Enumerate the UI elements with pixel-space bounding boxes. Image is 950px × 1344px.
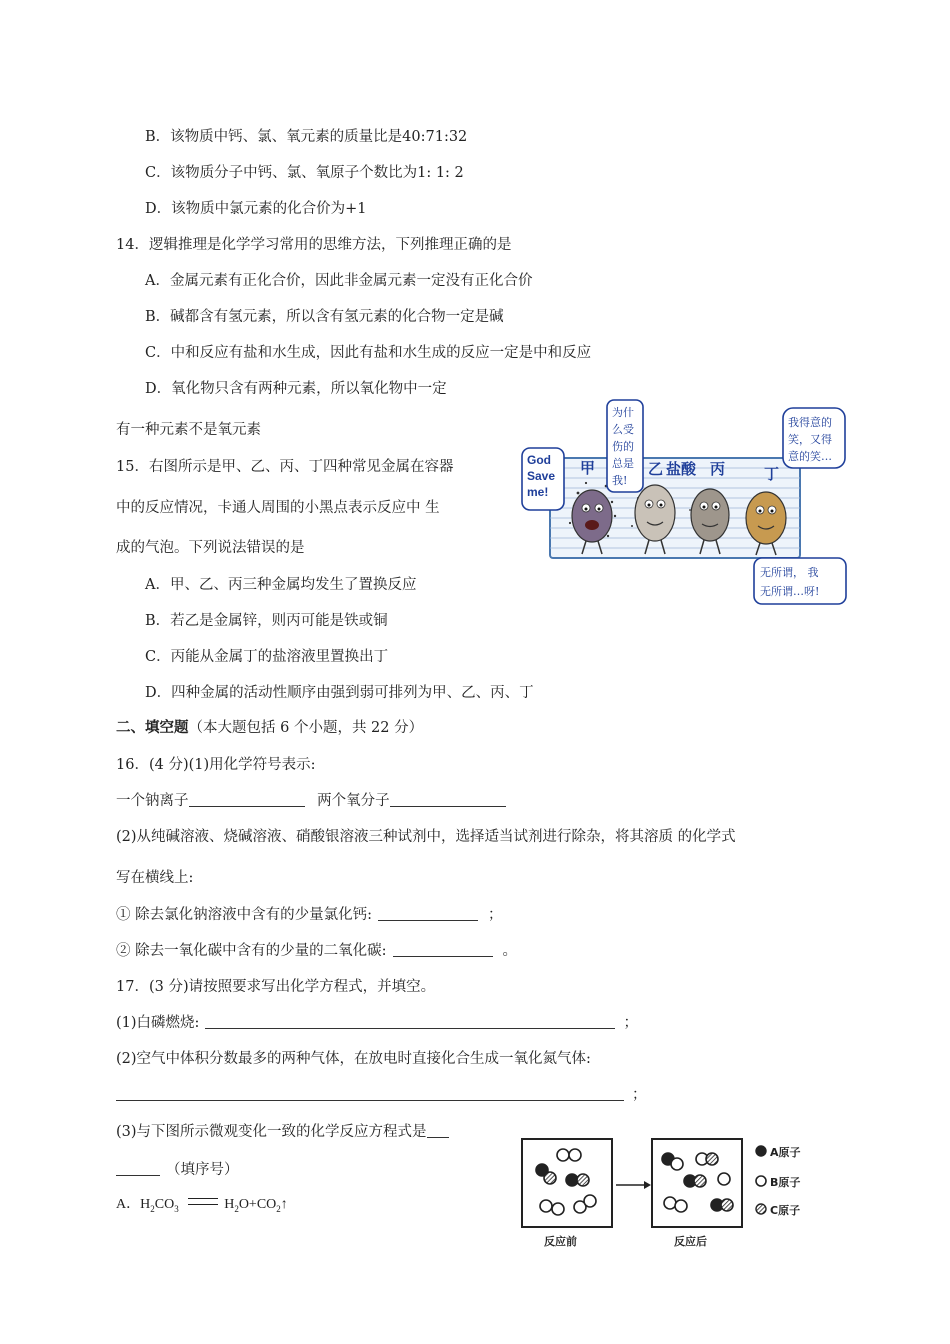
q16-item-1	[116, 905, 503, 925]
q16-item-1-end: ；	[488, 907, 503, 923]
legend-a-label: A原子	[770, 1146, 801, 1159]
q16-part2-line-2: 写在横线上:	[116, 870, 194, 886]
bubble-bottom-line-1: 无所谓， 我	[760, 566, 819, 579]
q14-option-b: B．碱都含有氢元素，所以含有氢元素的化合物一定是碱	[145, 309, 504, 325]
metal-reaction-cartoon	[520, 398, 850, 608]
bubble-right-line-3: 意的笑…	[788, 450, 832, 463]
bubble-left-line-1: God	[527, 453, 551, 467]
q16-blank-3[interactable]	[378, 906, 478, 921]
legend-b-label: B原子	[770, 1176, 801, 1189]
legend-a-icon	[756, 1146, 766, 1156]
bubble-mid-line-2: 么受	[612, 423, 634, 436]
label-acid: 盐酸	[666, 460, 697, 478]
q16-line-1	[116, 791, 506, 811]
section-2-heading	[116, 718, 423, 738]
q15-option-c: C．丙能从金属丁的盐溶液里置换出丁	[145, 649, 389, 665]
q16-item-1-text: ① 除去氯化钠溶液中含有的少量氯化钙:	[116, 907, 372, 923]
metal-yi-character	[635, 485, 675, 541]
q16-item-2-text: ② 除去一氧化碳中含有的少量的二氧化碳:	[116, 943, 387, 959]
label-bing: 丙	[710, 460, 726, 478]
q16-blank-2[interactable]	[390, 792, 506, 807]
equals-sign	[188, 1198, 218, 1205]
q17-part-3	[116, 1122, 449, 1142]
q17-part-3-text: (3)与下图所示微观变化一致的化学反应方程式是	[116, 1124, 427, 1140]
gas-up-arrow: ↑	[280, 1197, 288, 1212]
bubble-left-line-2: Save	[527, 469, 556, 483]
micro-reaction-diagram	[520, 1137, 840, 1249]
q15-stem-2: 中的反应情况，卡通人周围的小黑点表示反应中 生	[116, 500, 440, 516]
q16-blank-1[interactable]	[189, 792, 305, 807]
q13-option-c: C．该物质分子中钙、氯、氧原子个数比为1: 1: 2	[145, 165, 464, 181]
q17-part-2-answer	[116, 1085, 647, 1105]
q17-part-2: (2)空气中体积分数最多的两种气体，在放电时直接化合生成一氧化氮气体:	[116, 1051, 591, 1067]
q17-part-1-text: (1)白磷燃烧:	[116, 1015, 200, 1031]
q15-option-a: A．甲、乙、丙三种金属均发生了置换反应	[145, 577, 417, 593]
q17-part-3-cont	[116, 1160, 239, 1180]
bubble-mid-line-5: 我!	[612, 474, 628, 487]
metal-jia-character	[572, 490, 612, 542]
q15-stem-3: 成的气泡。下列说法错误的是	[116, 540, 305, 556]
q15-option-b: B．若乙是金属锌，则丙可能是铁或铜	[145, 613, 388, 629]
q17-part-1-end: ；	[623, 1015, 638, 1031]
label-jia: 甲	[580, 459, 596, 477]
q13-option-d: D．该物质中氯元素的化合价为+1	[145, 201, 367, 217]
q16-oxygen-molecule-label: 两个氧分子	[317, 793, 390, 809]
legend-c-label: C原子	[770, 1204, 801, 1217]
q14-option-d-cont: 有一种元素不是氧元素	[116, 422, 261, 438]
q17-part-2-end: ；	[632, 1087, 647, 1103]
q17-blank-3a[interactable]	[427, 1123, 449, 1138]
q16-item-2	[116, 941, 517, 961]
q17-stem: 17．(3 分)请按照要求写出化学方程式，并填空。	[116, 979, 436, 995]
q17-blank-2[interactable]	[116, 1086, 624, 1101]
q15-stem-1: 15．右图所示是甲、乙、丙、丁四种常见金属在容器	[116, 459, 454, 475]
bubble-left-line-3: me!	[527, 485, 549, 499]
q14-option-a: A．金属元素有正化合价，因此非金属元素一定没有正化合价	[145, 273, 533, 289]
q16-stem: 16．(4 分)(1)用化学符号表示:	[116, 757, 316, 773]
bubble-right-line-1: 我得意的	[788, 416, 832, 429]
label-yi: 乙	[648, 460, 664, 478]
q13-option-b: B．该物质中钙、氯、氧元素的质量比是40:71:32	[145, 129, 468, 145]
metal-ding-character	[746, 492, 786, 544]
q16-part2-line-1: (2)从纯碱溶液、烧碱溶液、硝酸银溶液三种试剂中，选择适当试剂进行除杂，将其溶质 的化学式	[116, 829, 736, 845]
legend-c-icon	[756, 1204, 766, 1214]
bubble-bottom-line-2: 无所谓…呀!	[760, 585, 820, 598]
section-2-note: （本大题包括 6 个小题，共 22 分）	[188, 720, 424, 736]
q15-option-d: D．四种金属的活动性顺序由强到弱可排列为甲、乙、丙、丁	[145, 685, 534, 701]
metal-bing-character	[691, 489, 729, 541]
section-2-title: 二、填空题	[116, 719, 189, 736]
label-ding: 丁	[764, 465, 780, 483]
bubble-mid-line-4: 总是	[612, 457, 634, 470]
after-caption: 反应后	[674, 1235, 707, 1248]
before-caption: 反应前	[544, 1235, 577, 1248]
q16-sodium-ion-label: 一个钠离子	[116, 793, 189, 809]
q16-item-2-end: 。	[502, 943, 517, 959]
q14-option-d: D．氧化物只含有两种元素，所以氧化物中一定	[145, 381, 447, 397]
bubble-mid-line-1: 为什	[612, 406, 634, 419]
q17-part-3-fill-hint: （填序号）	[166, 1162, 239, 1178]
q17-blank-1[interactable]	[205, 1014, 615, 1029]
bubble-right-line-2: 笑，又得	[788, 433, 832, 446]
reaction-arrow-icon	[644, 1181, 651, 1189]
q17-part-1	[116, 1013, 638, 1033]
bubble-mid-line-3: 伤的	[612, 440, 634, 453]
q14-option-c: C．中和反应有盐和水生成，因此有盐和水生成的反应一定是中和反应	[145, 345, 592, 361]
q17-blank-3b[interactable]	[116, 1161, 160, 1176]
q14-stem: 14．逻辑推理是化学学习常用的思维方法，下列推理正确的是	[116, 237, 512, 253]
q16-blank-4[interactable]	[393, 942, 493, 957]
legend-b-icon	[756, 1176, 766, 1186]
q17-option-a: A．$H_2CO_3$ $H_2O+CO_2↑$	[116, 1197, 288, 1214]
